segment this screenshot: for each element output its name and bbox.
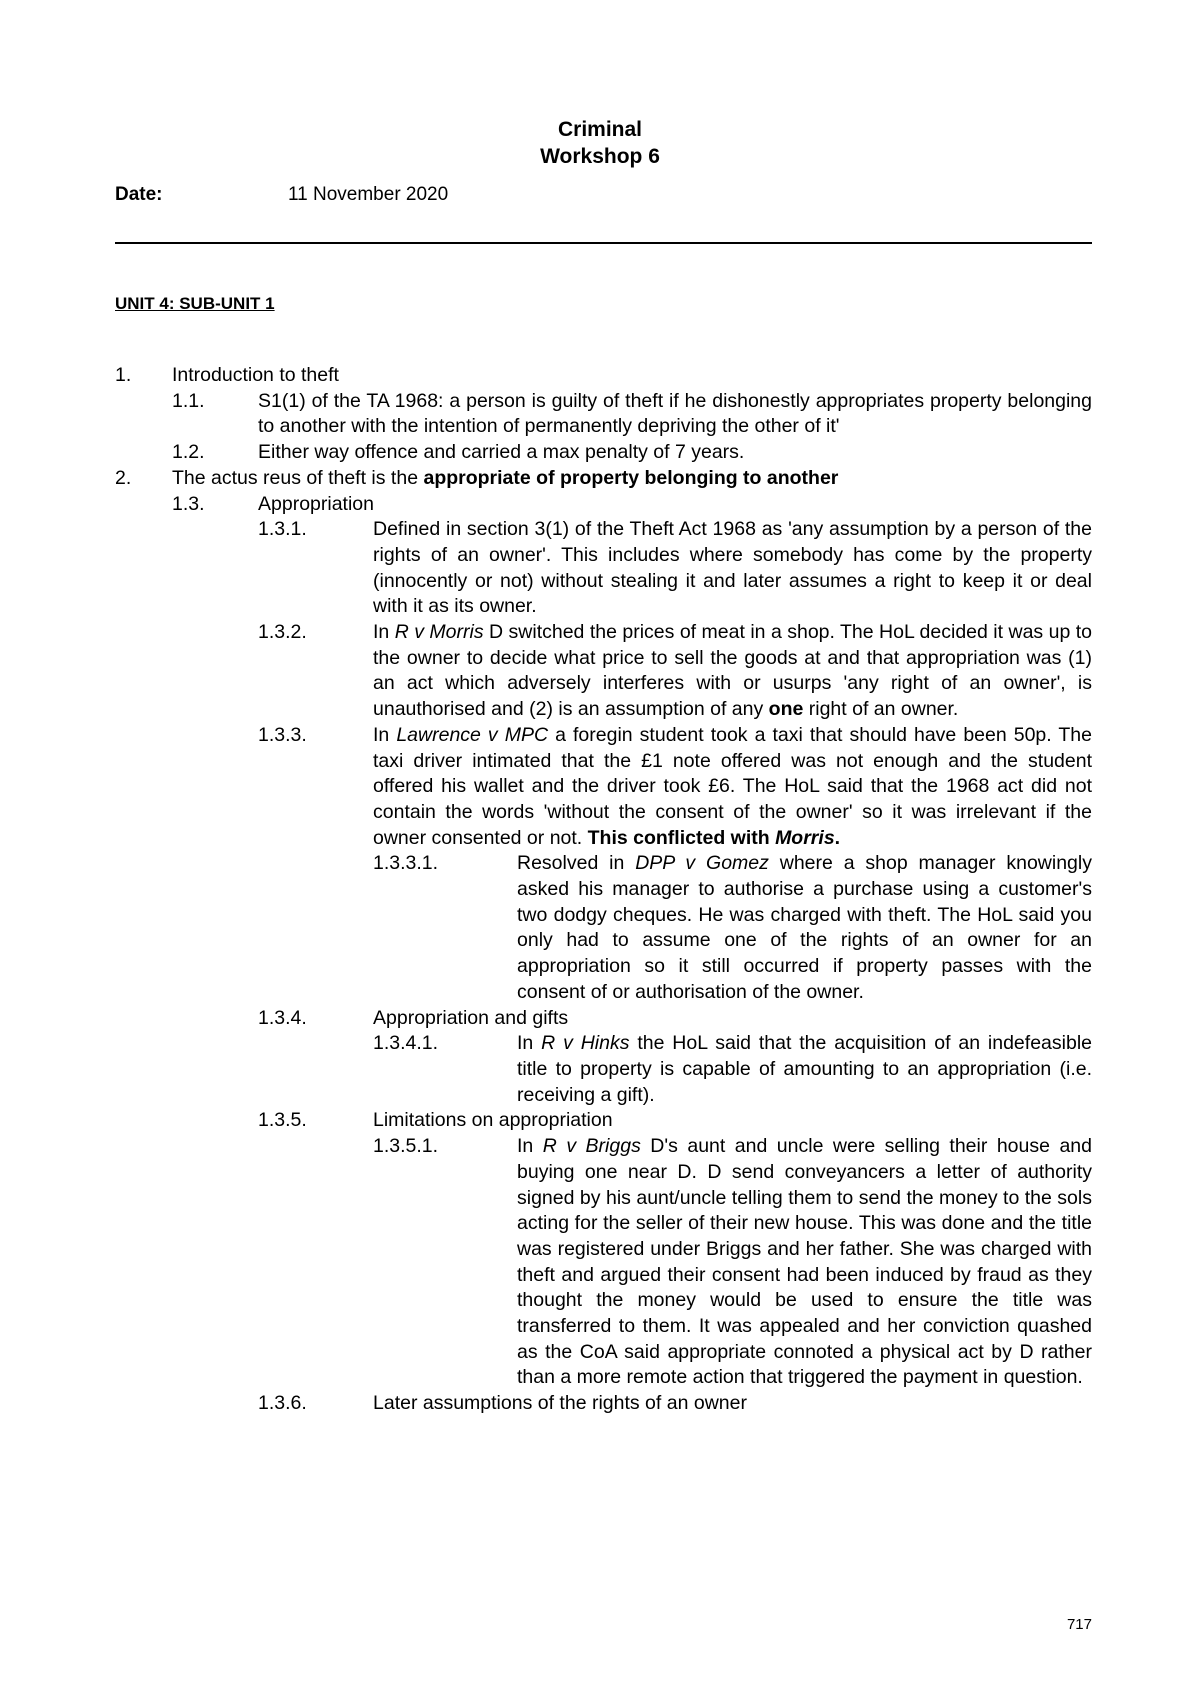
- list-item: [0, 389, 1200, 440]
- item-text: Defined in section 3(1) of the Theft Act 1968 as 'any assumption by a person of the rights of an owner'. This includes where somebody has come by the property (innocently or not) without stealing it and later assumes a right to keep it or deal with it as its owner.: [373, 518, 1092, 618]
- item-text: Either way offence and carried a max penalty of 7 years.: [258, 441, 745, 464]
- date-label: Date:: [115, 184, 163, 205]
- unit-heading: UNIT 4: SUB-UNIT 1: [115, 294, 275, 313]
- case-name: DPP v Gomez: [635, 852, 769, 875]
- document-subtitle: Workshop 6: [540, 145, 660, 168]
- item-text-part: the HoL said that the acquisition of an indefeasible title to property is capable of amounting to an appropriation (i.e. receiving a gift).: [517, 1032, 1092, 1106]
- list-item: [0, 466, 1200, 492]
- case-name: Lawrence v MPC: [396, 723, 549, 746]
- date-row: [115, 184, 449, 206]
- item-text: S1(1) of the TA 1968: a person is guilty of theft if he dishonestly appropriates property belonging to another with the intention of permanently depriving the other of it': [258, 389, 1092, 438]
- item-number: 1.3.3.: [258, 723, 307, 746]
- list-item: [0, 620, 1200, 723]
- item-number: 1.3.: [172, 492, 205, 515]
- list-item: [0, 1006, 1200, 1032]
- item-number: 1.3.2.: [258, 621, 307, 644]
- item-text-part: In: [517, 1135, 543, 1158]
- item-number: 1.3.3.1.: [373, 852, 439, 875]
- item-text-part: D's aunt and uncle were selling their house and buying one near D. D send conveyancers a letter of authority signed by his aunt/uncle telling them to send the money to the sols acting for the seller of their new house. This was done and the title was registered under Briggs and her father. She was charged with theft and argued their consent had been induced by fraud as they thought the money would be used to ensure the title was transferred to them. It was appealed and her conviction quashed as the CoA said appropriate connoted a physical act by D rather than a more remote action that triggered the payment in question.: [517, 1135, 1092, 1389]
- list-item: [0, 440, 1200, 466]
- item-text: [373, 723, 1092, 852]
- bold-phrase: .: [834, 826, 841, 849]
- item-text: Later assumptions of the rights of an owner: [373, 1392, 747, 1415]
- item-number: 1.: [115, 364, 132, 386]
- item-text: Appropriation: [258, 492, 374, 515]
- item-text-part: a foregin student took a taxi that should have been 50p. The taxi driver intimated that the £1 note offered was not enough and the student offered his wallet and the driver took £6. The HoL said that the 1968 act did not contain the words 'without the consent of the owner' so it was irrelevant if the owner consented or not.: [373, 723, 1092, 849]
- case-name: Morris: [775, 826, 835, 849]
- outline-list: [0, 363, 1200, 1417]
- item-text-part: In: [373, 723, 397, 746]
- list-item: [0, 851, 1200, 1005]
- item-number: 1.3.5.: [258, 1109, 307, 1132]
- list-item: [0, 363, 1200, 389]
- item-number: 1.3.4.1.: [373, 1032, 439, 1055]
- case-name: R v Morris: [394, 621, 484, 644]
- list-item: [0, 723, 1200, 852]
- item-number: 1.3.5.1.: [373, 1135, 439, 1158]
- item-text: [517, 1031, 1092, 1108]
- item-text: [172, 466, 1092, 492]
- item-number: 1.3.6.: [258, 1392, 307, 1415]
- item-text-part: D switched the prices of meat in a shop. The HoL decided it was up to the owner to decide what price to sell the goods at and that appropriation was (1) an act which adversely interferes with or usurps 'any right of an owner', is unauthorised and (2) is an assumption of any: [373, 621, 1092, 721]
- bold-phrase: one: [768, 698, 804, 721]
- list-item: [0, 1108, 1200, 1134]
- item-text-part: In: [517, 1032, 542, 1055]
- item-text-part: where a shop manager knowingly asked his manager to authorise a purchase using a customer's two dodgy cheques. He was charged with theft. The HoL said you only had to assume one of the rights of an owner for an appropriation so it still occurred if property passes with the consent of or authorisation of the owner.: [517, 852, 1092, 1003]
- list-item: [0, 492, 1200, 518]
- item-number: 2.: [115, 466, 132, 489]
- item-number: 1.3.1.: [258, 518, 307, 541]
- item-number: 1.1.: [172, 389, 205, 412]
- list-item: [0, 1391, 1200, 1417]
- list-item: [0, 1134, 1200, 1391]
- item-text-part: In: [373, 621, 395, 644]
- item-text-part: right of an owner.: [803, 698, 959, 721]
- item-text-part: Resolved in: [517, 852, 636, 875]
- item-text: Appropriation and gifts: [373, 1006, 569, 1029]
- item-text: [517, 851, 1092, 1005]
- list-item: [0, 517, 1200, 620]
- item-text-part: The actus reus of theft is the: [172, 466, 424, 489]
- case-name: R v Briggs: [542, 1135, 641, 1158]
- page-number: 717: [1066, 1616, 1092, 1633]
- bold-phrase: appropriate of property belonging to another: [423, 466, 839, 489]
- date-value: 11 November 2020: [288, 184, 449, 205]
- list-item: [0, 1031, 1200, 1108]
- item-text: [373, 620, 1092, 723]
- item-text: Limitations on appropriation: [373, 1109, 613, 1132]
- item-text: Introduction to theft: [172, 364, 339, 386]
- horizontal-divider: [115, 242, 1092, 244]
- case-name: R v Hinks: [541, 1032, 630, 1055]
- item-number: 1.3.4.: [258, 1006, 307, 1029]
- bold-phrase: This conflicted with: [587, 826, 776, 849]
- item-text: [517, 1134, 1092, 1391]
- document-title: Criminal: [557, 118, 643, 141]
- item-number: 1.2.: [172, 441, 205, 464]
